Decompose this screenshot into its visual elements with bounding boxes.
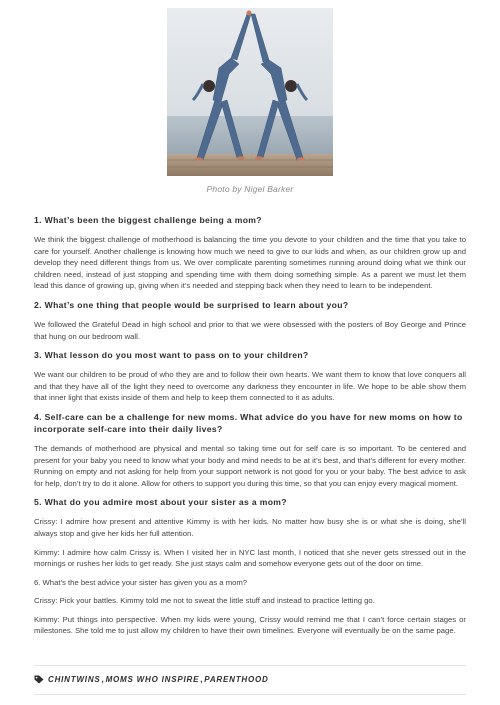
question-3: 3. What lesson do you most want to pass on to your children?: [34, 350, 309, 361]
answer-6-kimmy: Kimmy: Put things into perspective. When my kids were young, Crissy would remind me that I can’t force certain stages or milestones. She told me to just allow my children to have their own timelines. Everyone will eventually be on the same page.: [34, 614, 466, 636]
tag-link-moms-who-inspire[interactable]: MOMS WHO INSPIRE: [105, 675, 200, 684]
tag-link-chintwins[interactable]: CHINTWINS: [48, 675, 101, 684]
tag-separator: ,: [200, 675, 204, 684]
tag-separator: ,: [101, 675, 105, 684]
tags-divider-top: [34, 665, 466, 666]
question-6: 6. What’s the best advice your sister has given you as a mom?: [34, 577, 248, 587]
article-body: [34, 214, 466, 644]
answer-2: We followed the Grateful Dead in high school and prior to that we were obsessed with the posters of Boy George and Prince that hung on our bedroom wall.: [34, 319, 466, 341]
answer-5-kimmy: Kimmy: I admire how calm Crissy is. When I visited her in NYC last month, I noticed that she never gets stressed out in the mornings or rushes her kids to get ready. She just stays calm and somehow everyone gets out of the door on time.: [34, 547, 466, 569]
answer-3: We want our children to be proud of who they are and to follow their own hearts. We want them to know that love conquers all and that they have all of the light they need to overcome any darkness they encounter in life. We hope to be able show them that inner light that exists inside of them and help to keep them connected to it as adults.: [34, 370, 466, 403]
question-5: 5. What do you admire most about your sister as a mom?: [34, 497, 287, 508]
question-1: 1. What’s been the biggest challenge being a mom?: [34, 215, 262, 225]
answer-6-crissy: Crissy: Pick your battles. Kimmy told me not to sweat the little stuff and instead to practice letting go.: [34, 596, 375, 606]
tag-list: [34, 675, 466, 684]
yoga-photo-illustration: [167, 8, 333, 176]
tag-icon: [34, 675, 44, 684]
question-4: 4. Self-care can be a challenge for new moms. What advice do you have for new moms on how to incorporate self-care into their daily lives?: [34, 411, 463, 434]
tags-divider-bottom: [34, 694, 466, 695]
answer-4: The demands of motherhood are physical and mental so taking time out for self care is so important. To be centered and present for your baby you need to know what your body and mind needs to be at it’s best, and that’s different for every mother. Running on empty and not asking for help from your support network is not good for you or your baby. The best advice to ask for help, don’t try to do it alone. Allow for others to support you during this time, so that you can enjoy every magical moment.: [34, 443, 466, 488]
photo-caption: Photo by Nigel Barker: [206, 184, 294, 194]
tag-link-parenthood[interactable]: PARENTHOOD: [204, 675, 269, 684]
answer-1: We think the biggest challenge of motherhood is balancing the time you devote to your children and the time that you take to care for yourself. Another challenge is knowing how much we need to give to our kids and when, as our children grow up and develop they need different things from us. We over complicate parenting sometimes running around doing what we think our children need, instead of just stopping and spending time with them doing something simple. As a parent we must let them lead this dance of growing up, giving when it’s needed and stepping back when they need to learn to be independent.: [34, 235, 466, 291]
article-photo: [167, 8, 333, 176]
question-2: 2. What’s one thing that people would be surprised to learn about you?: [34, 299, 349, 310]
answer-5-crissy: Crissy: I admire how present and attentive Kimmy is with her kids. No matter how busy she is or what she is doing, she’ll always stop and give her kids her full attention.: [34, 517, 466, 538]
